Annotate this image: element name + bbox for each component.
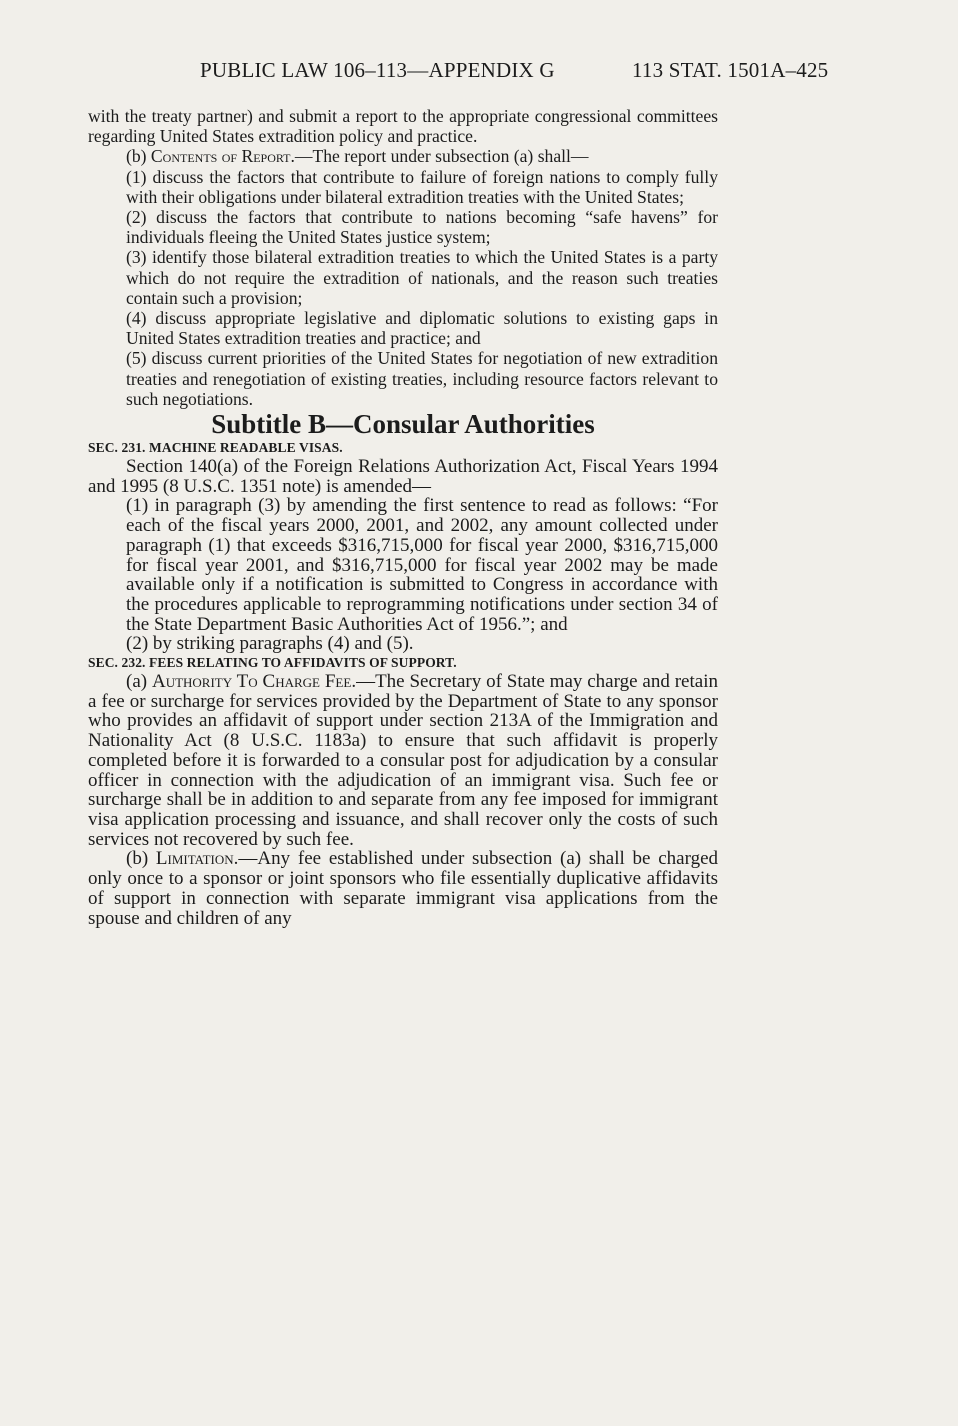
- sec-232-body: [88, 672, 718, 928]
- sec-231-body: [88, 457, 718, 654]
- subsection-b: [88, 146, 718, 166]
- subsection-b-label: (b): [126, 146, 151, 167]
- subtitle-heading: Subtitle B—Consular Authorities: [211, 409, 595, 440]
- sec-231-heading: SEC. 231. MACHINE READABLE VISAS.: [88, 440, 343, 456]
- sec-232-b-heading: Limitation: [155, 848, 234, 870]
- intro-paragraph: with the treaty partner) and submit a report to the appropriate congressional committees regarding United States extradition policy and practice.: [88, 106, 718, 147]
- sec-232-b-label: (b): [126, 848, 156, 870]
- sec-232-subsection-b: [88, 849, 718, 928]
- document-body: [88, 106, 718, 928]
- sec-232-a-heading: Authority To Charge Fee: [151, 671, 352, 693]
- sec-232-a-label: (a): [126, 671, 152, 693]
- sec-232-a-text: .—The Secretary of State may charge and retain a fee or surcharge for services provided by the Department of State to any sponsor who provides an affidavit of support under section 213A of the Immigration and Nationality Act (8 U.S.C. 1183a) to ensure that such affidavit is properly completed before it is forwarded to a consular post for adjudication by a consular officer in connection with the adjudication of an immigrant visa. Such fee or surcharge shall be in addition to and separate from any fee imposed for immigrant visa application processing and issuance, and shall recover only the costs of such services not recovered by such fee.: [88, 671, 718, 850]
- sec-231-intro: Section 140(a) of the Foreign Relations Authorization Act, Fiscal Years 1994 and 1995 (8 U.S.C. 1351 note) is amended—: [88, 456, 718, 497]
- header-law-title: PUBLIC LAW 106–113—APPENDIX G: [200, 58, 555, 82]
- item-b-1: (1) discuss the factors that contribute to failure of foreign nations to comply fully with their obligations under bilateral extradition treaties with the United States;: [126, 166, 718, 207]
- sec-232-b-text: .—Any fee established under subsection (a) shall be charged only once to a sponsor or joint sponsors who file essentially duplicative affidavits of support in connection with separate immigrant visa applications from the spouse and children of any: [88, 848, 719, 929]
- item-b-4: (4) discuss appropriate legislative and diplomatic solutions to existing gaps in United States extradition treaties and practice; and: [126, 308, 718, 349]
- item-b-2: (2) discuss the factors that contribute to nations becoming “safe havens” for individuals fleeing the United States justice system;: [126, 207, 718, 248]
- sec-231-item-1: (1) in paragraph (3) by amending the first sentence to read as follows: “For each of the fiscal years 2000, 2001, and 2002, any amount collected under paragraph (1) that exceeds $316,715,000 for fiscal year 2000, $316,715,000 for fiscal year 2001, and $316,715,000 for fiscal year 2002 may be made available only if a notification is submitted to Congress in accordance with the procedures applicable to reprogramming notifications under section 34 of the State Department Basic Authorities Act of 1956.”; and: [126, 495, 718, 635]
- subsection-b-text: .—The report under subsection (a) shall—: [290, 146, 589, 167]
- sec-231-item-2: (2) by striking paragraphs (4) and (5).: [126, 633, 414, 655]
- sec-232-subsection-a: [88, 672, 718, 849]
- item-b-3: (3) identify those bilateral extradition treaties to which the United States is a party which do not require the extradition of nationals, and the reason such treaties contain such a provision;: [126, 247, 718, 308]
- subsection-b-heading: Contents of Report: [150, 146, 291, 167]
- header-stat-citation: 113 STAT. 1501A–425: [632, 58, 829, 82]
- item-b-5: (5) discuss current priorities of the United States for negotiation of new extradition treaties and renegotiation of existing treaties, including resource factors relevant to such negotiations.: [126, 348, 718, 409]
- sec-232-heading: SEC. 232. FEES RELATING TO AFFIDAVITS OF SUPPORT.: [88, 655, 457, 671]
